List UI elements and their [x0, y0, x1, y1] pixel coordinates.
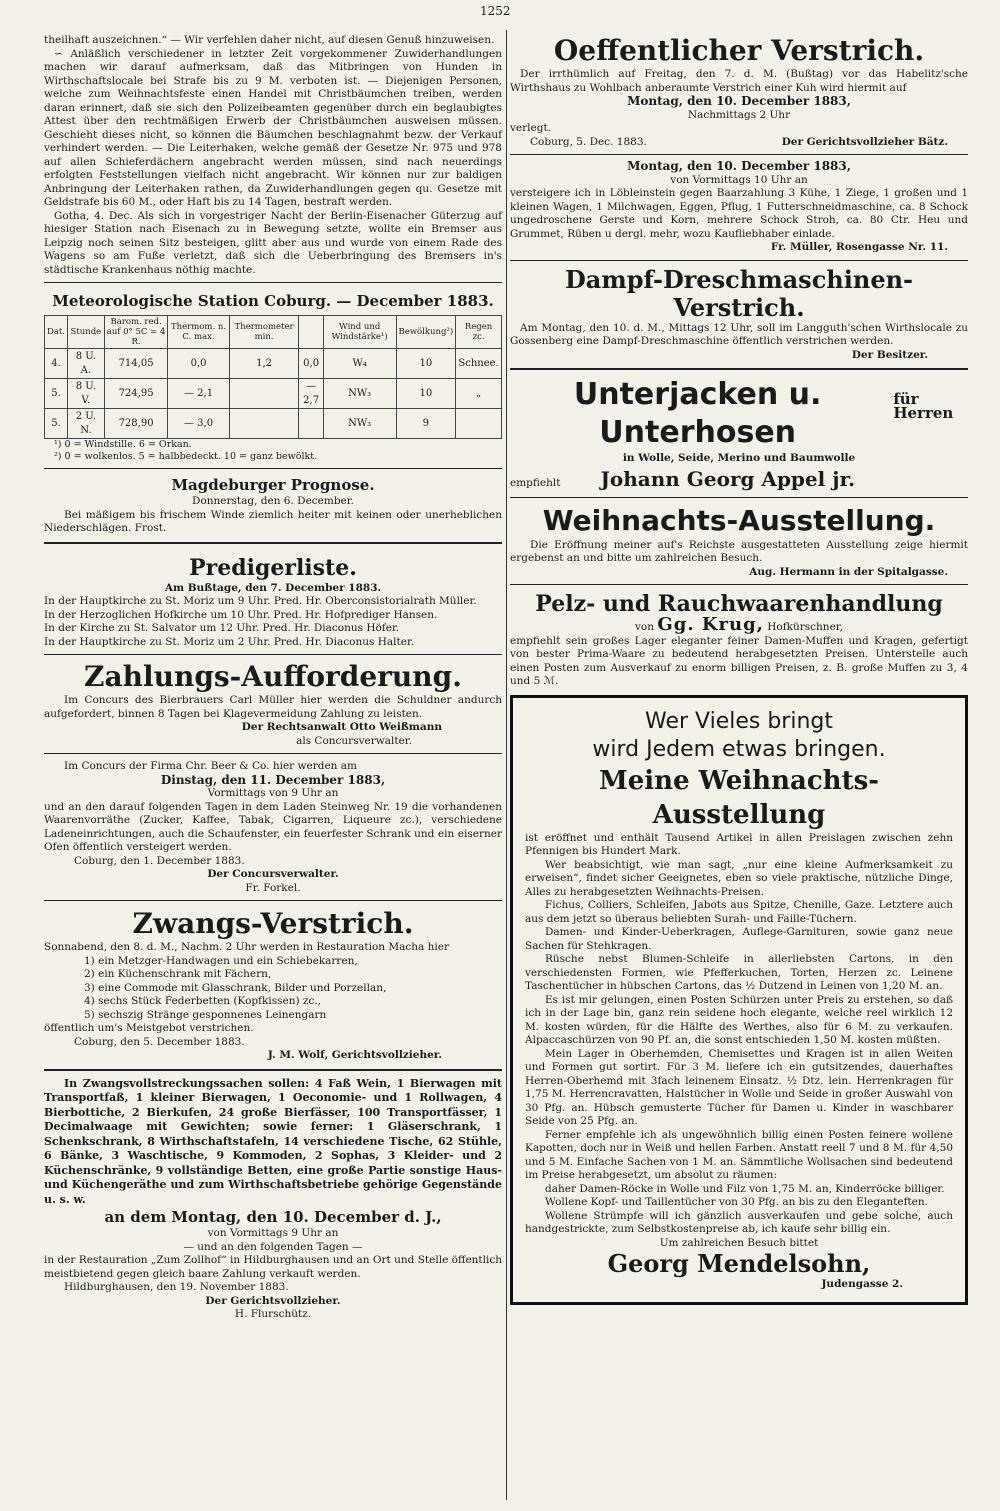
box-paragraph: Mein Lager in Oberhemden, Chemisettes und Kragen ist in allen Weiten und Formen gut sortirt. Für 3 M. liefere ich ein gutsitzendes, dauerhaftes Herren-Oberhemd mit 3fach leinenem Einsatz. ½ Dtz. lein. Herrenkragen für 1,75 M. Herrencravatten, Halstücher in Wolle und Seide in großer Auswahl von 30 Pfg. an. Hübsch gemusterte Tücher für Damen u. Kinder in waschbarer Seide von 25 Pfg. an. [525, 1047, 953, 1127]
ov-time: Nachmittags 2 Uhr [687, 108, 791, 121]
meteo-note-2: ²) 0 = wolkenlos. 5 = halbbedeckt. 10 = ganz bewölkt. [54, 451, 318, 462]
ov-title: Oeffentlicher Verstrich. [553, 34, 925, 67]
beer-date: Dinstag, den 11. December 1883, [160, 772, 386, 787]
meteo-cell [456, 409, 502, 439]
zwangs-item: 2) ein Küchenschrank mit Fächern, [84, 968, 272, 980]
meteo-header: Wind und Windstärke¹) [323, 316, 396, 349]
meteo-cell: 724,95 [104, 379, 168, 409]
dd-title: Dampf-Dreschmaschinen-Verstrich. [564, 264, 914, 322]
zwangs-item: 1) ein Metzger-Handwagen und ein Schiebekarren, [84, 954, 358, 967]
zahlung-title: Zahlungs-Aufforderung. [84, 660, 462, 693]
predigerliste-subtitle: Am Bußtage, den 7. December 1883. [164, 581, 382, 594]
hild-place: in der Restauration „Zum Zollhof“ in Hildburghausen und an Ort und Stelle öffentlich meistbietend gegen gleich baare Zahlung verkauft werden. [44, 1254, 502, 1280]
beer-signature-name: Fr. Forkel. [245, 881, 301, 894]
meteo-row [45, 349, 502, 379]
box-address: Judengasse 2. [821, 1278, 903, 1290]
ov-footer [510, 136, 968, 150]
meteo-cell: 728,90 [104, 409, 168, 439]
meteo-cell: 0,0 [299, 349, 323, 379]
hild-date: an dem Montag, den 10. December d. J., [104, 1208, 442, 1226]
divider [44, 542, 502, 544]
divider [44, 1069, 502, 1071]
predigerliste-entry: In der Hauptkirche zu St. Moriz um 2 Uhr. Pred. Hr. Diaconus Halter. [44, 635, 415, 648]
meteo-header-row [45, 316, 502, 349]
meteo-cell: 8 U. A. [68, 349, 105, 379]
divider [44, 654, 502, 655]
predigerliste-entry: In der Kirche zu St. Salvator um 12 Uhr. Pred. Hr. Diaconus Höfer. [44, 622, 400, 634]
meteo-cell: 5. [45, 379, 68, 409]
meteo-cell [229, 409, 299, 439]
pelz-byline [510, 614, 968, 635]
predigerliste-entry: In der Hauptkirche zu St. Moriz um 9 Uhr. Pred. Hr. Oberconsistorialrath Müller. [44, 595, 477, 607]
predigerliste-title: Predigerliste. [189, 554, 357, 581]
dd-signature: Der Besitzer. [851, 348, 928, 361]
meteo-title: Meteorologische Station Coburg. — December 1883. [52, 292, 494, 310]
hild-place-date: Hildburghausen, den 19. November 1883. [64, 1281, 289, 1293]
pelz-von: von [634, 621, 655, 633]
meteo-cell: 0,0 [168, 349, 229, 379]
zwangs-item: 3) eine Commode mit Glasschrank, Bilder und Porzellan, [84, 981, 387, 994]
page-number: 1252 [480, 4, 511, 18]
zwangs-title: Zwangs-Verstrich. [132, 907, 414, 940]
meteo-header: Barom. red. auf 0° 5C = 4 R. [104, 316, 168, 349]
box-paragraph: Fichus, Colliers, Schleifen, Jabots aus Spitze, Chenille, Gaze. Letztere auch aus dem jetzt so überaus beliebten Surah- und Faille-Tüchern. [525, 899, 953, 925]
article-genuss: theilhaft auszeichnen.“ — Wir verfehlen daher nicht, auf diesen Genuß hinzuweisen. [44, 34, 495, 46]
box-closing: Um zahlreichen Besuch bittet [659, 1236, 819, 1249]
article-police-notice: ∽ Anläßlich verschiedener in letzter Zeit vorgekommener Zuwiderhandlungen machen wir darauf aufmerksam, daß das Mitbringen von Hunden in Wirthschaftslocale bei Strafe bis zu 9 M. verboten ist. — Diejenigen Personen, welche zum Weihnachtsfeste einen Handel mit Christbäumchen treiben, werden daran erinnert, daß sie sich den Polizeibeamten gegenüber durch ein beglaubigtes Attest über den rechtmäßigen Erwerb der Christbäumchen ausweisen müssen. Geschieht dieses nicht, so können die Bäumchen beschlagnahmt bezw. der Verkauf verhindert werden. — Die Leiterhaken, welche gemäß der Gesetze Nr. 975 und 978 auf allen Schieferdächern angebracht werden müssen, sind nach neuerdings erfolgten Feststellungen vielfach nicht angebracht. Wir können nur zur baldigen Anbringung der Leiterhaken rathen, da Zuwiderhandlungen gegen qu. Gesetze mit Geldstrafe bis 60 M., oder Haft bis zu 14 Tagen, bestraft werden. [44, 47, 502, 208]
zwangs-signature: J. M. Wolf, Gerichtsvollzieher. [267, 1049, 442, 1061]
meteo-cell: Schnee. [456, 349, 502, 379]
beer-time: Vormittags von 9 Uhr an [207, 787, 339, 799]
meteo-cell: 714,05 [104, 349, 168, 379]
divider [44, 900, 502, 901]
meteo-cell [299, 409, 323, 439]
ov-text: Der irrthümlich auf Freitag, den 7. d. M. (Bußtag) vor das Habelitz'sche Wirthshaus zu Wohlbach anberaumte Verstrich einer Kuh wird hiermit auf [510, 68, 968, 94]
divider [44, 468, 502, 469]
zahlung-signature-role: als Concursverwalter. [296, 734, 412, 747]
box-paragraph: Rüsche nebst Blumen-Schleife in allerliebsten Cartons, in den verschiedensten Formen, wie Pfefferkuchen, Torten, Herzen zc. Leinene Taschentücher in hübschen Cartons, das ½ Dutzend in Leinen von 1,20 M. an. [525, 953, 953, 992]
ov-date: Montag, den 10. December 1883, [627, 94, 851, 108]
right-column [510, 34, 968, 1305]
meteo-cell: — 2,1 [168, 379, 229, 409]
zahlung-text: Im Concurs des Bierbrauers Carl Müller hier werden die Schuldner andurch aufgefordert, binnen 8 Tagen bei Klagevermeidung Zahlung zu leisten. [44, 694, 502, 720]
box-paragraph: Wer beabsichtigt, wie man sagt, „nur eine kleine Aufmerksamkeit zu erweisen“, findet sicher Geeignetes, eben so viele praktische, nützliche Dinge, Alles zu herabgesetzten Weihnachts-Preisen. [525, 858, 953, 898]
prognosis-title: Magdeburger Prognose. [171, 476, 375, 494]
meteo-cell: 8 U. V. [68, 379, 105, 409]
ov-place-date: Coburg, 5. Dec. 1883. [530, 135, 647, 148]
meteo-cell: — 2,7 [299, 379, 323, 409]
beer-intro: Im Concurs der Firma Chr. Beer & Co. hier werden am [64, 760, 357, 772]
wa-signature: Aug. Hermann in der Spitalgasse. [749, 565, 948, 578]
ov-verlegt: verlegt. [510, 122, 552, 134]
pelz-hof: Hofkürschner, [767, 621, 843, 633]
prognosis-date: Donnerstag, den 6. December. [192, 495, 354, 507]
predigerliste-entry: In der Herzoglichen Hofkirche um 10 Uhr. Pred. Hr. Hofprediger Hansen. [44, 608, 438, 621]
pelz-title: Pelz- und Rauchwaarenhandlung [535, 591, 943, 617]
meteo-cell: 5. [45, 409, 68, 439]
divider [510, 368, 968, 370]
box-signature: Georg Mendelsohn, [607, 1249, 871, 1278]
meteo-cell: 2 U. N. [68, 409, 105, 439]
box-headline-1: Wer Vieles bringt [644, 708, 833, 734]
divider [44, 282, 502, 283]
meteo-note-1: ¹) 0 = Windstille. 6 = Orkan. [54, 439, 192, 450]
hild-text: In Zwangsvollstreckungssachen sollen: 4 Faß Wein, 1 Bierwagen mit Transportfaß, 1 kleiner Bierwagen, 1 Oeconomie- und 1 Rollwagen, 4 Bierbottiche, 2 Bierkufen, 24 große Bierfässer, 100 Transportfässer, 1 Decimalwaage mit Gewichten; sowie ferner: 1 Gläserschrank, 1 Schenkschrank, 8 Wirthschaftstafeln, 14 verschiedene Tische, 62 Stühle, 6 Bänke, 3 Waschtische, 9 Kommoden, 2 Sophas, 3 Kleider- und 2 Küchenschränke, 9 vollständige Betten, eine große Partie sonstige Haus- und Küchengeräthe und zum Wirthschaftsbetriebe gehörige Gegenstände u. s. w. [44, 1076, 502, 1206]
divider [510, 154, 968, 155]
meteo-row [45, 409, 502, 439]
zwangs-intro: Sonnabend, den 8. d. M., Nachm. 2 Uhr werden in Restauration Macha hier [44, 941, 450, 953]
meteo-cell: NW₃ [323, 409, 396, 439]
meteo-cell: 10 [396, 349, 456, 379]
zwangs-place-date: Coburg, den 5. December 1883. [74, 1035, 245, 1048]
zwangs-item: 5) sechszig Stränge gesponnenes Leinengarn [84, 1008, 327, 1021]
pelz-text: empfiehlt sein großes Lager eleganter feiner Damen-Muffen und Kragen, gefertigt von bester Prima-Waare zu bedeutend herabgesetzten Preisen. Unterstelle auch einen Posten zum Ausverkauf zu enorm billigen Preisen, z. B. große Muffen zu 3, 4 und 5 ℳ. [510, 634, 968, 687]
hild-time: von Vormittags 9 Uhr an [207, 1227, 339, 1239]
box-paragraph: Damen- und Kinder-Ueberkragen, Auflege-Garnituren, sowie ganz neue Sachen für Stehkragen. [525, 926, 953, 952]
uj-title: Unterjacken u. Unterhosen [573, 377, 822, 450]
meteo-row [45, 379, 502, 409]
zwangs-item: 4) sechs Stück Federbetten (Kopfkissen) zc., [84, 995, 321, 1007]
uj-materials: in Wolle, Seide, Merino und Baumwolle [622, 452, 856, 464]
mendelsohn-box [510, 695, 968, 1305]
left-column [44, 34, 502, 1322]
meteo-cell: 9 [396, 409, 456, 439]
uj-for: für Herren [893, 390, 954, 422]
meteo-table [44, 315, 502, 439]
uj-empfiehlt: empfiehlt [510, 476, 561, 489]
meteo-cell: 4. [45, 349, 68, 379]
meteo-cell: 1,2 [229, 349, 299, 379]
wa-title: Weihnachts-Ausstellung. [542, 503, 936, 537]
box-headline-2: wird Jedem etwas bringen. [592, 736, 886, 762]
divider [510, 584, 968, 585]
meteo-header: Regen zc. [456, 316, 502, 349]
uj-signature: Johann Georg Appel jr. [600, 466, 856, 491]
box-paragraph: Ferner empfehle ich als ungewöhnlich billig einen Posten feinere wollene Kapotten, doch nur in Weiß und hellen Farben. Anstatt reell 7 und 8 M. für 4,50 und 5 M. Einfache Sachen von 1 M. an. Sämmtliche Wollsachen sind bedeutend im Preise herabgesetzt, um absolut zu räumen: [525, 1128, 953, 1181]
meteo-cell: „ [456, 379, 502, 409]
mo-time: von Vormittags 10 Uhr an [670, 173, 808, 186]
hild-days: — und an den folgenden Tagen — [183, 1240, 363, 1253]
meteo-cell: — 3,0 [168, 409, 229, 439]
box-paragraph: Wollene Strümpfe will ich gänzlich ausverkaufen und gebe solche, auch handgestrickte, zum Selbstkostenpreise ab, ich kaufe sehr billig ein. [525, 1209, 953, 1235]
mo-text: versteigere ich in Löbleinstein gegen Baarzahlung 3 Kühe, 1 Ziege, 1 großen und 1 kleinen Wagen, 1 Milchwagen, Eggen, Pflug, 1 Futterschneidmaschine, ca. 8 Schock ungedroschene Gerste und Korn, mehrere Schock Stroh, ca. 80 Ctr. Heu und Grummet, Rüben u dergl. mehr, wozu Kaufliebhaber einlade. [510, 187, 968, 240]
dd-text: Am Montag, den 10. d. M., Mittags 12 Uhr, soll im Langguth'schen Wirthslocale zu Gossenberg eine Dampf-Dreschmaschine öffentlich verstrichen werden. [510, 321, 968, 347]
meteo-cell: W₄ [323, 349, 396, 379]
divider [510, 260, 968, 261]
box-paragraph: ist eröffnet und enthält Tausend Artikel in allen Preislagen zwischen zehn Pfennigen bis Hundert Mark. [525, 831, 953, 857]
pelz-name: Gg. Krug, [657, 614, 764, 635]
wa-text: Die Eröffnung meiner auf's Reichste ausgestatteten Ausstellung zeige hiermit ergebenst an und bitte um zahlreichen Besuch. [510, 538, 968, 564]
mo-signature: Fr. Müller, Rosengasse Nr. 11. [770, 241, 948, 253]
column-rule [506, 30, 507, 1500]
hild-signature: Der Gerichtsvollzieher. [205, 1294, 341, 1307]
beer-signature: Der Concursverwalter. [207, 868, 339, 880]
box-paragraph: daher Damen-Röcke in Wolle und Filz von 1,75 M. an, Kinderröcke billiger. [545, 1182, 945, 1195]
meteo-header: Stunde [68, 316, 105, 349]
box-paragraph: Es ist mir gelungen, einen Posten Schürzen unter Preis zu erstehen, so daß ich in der Lage bin, ganz rein seidene hoch elegante, welche reel wirklich 12 M. kosten würden, für die Hälfte des Werthes, also für 6 M. zu verkaufen. Alpaccaschürzen von 90 Pf. an, die sonst entschieden 1,50 M. kosten müßten. [525, 993, 953, 1046]
box-paragraph: Wollene Kopf- und Taillentücher von 30 Pfg. an bis zu den Eleganteften. [545, 1196, 928, 1208]
uj-header [510, 376, 968, 452]
meteo-header [299, 316, 323, 349]
meteo-header: Dat. [45, 316, 68, 349]
divider [510, 497, 968, 498]
box-title: Meine Weihnachts-Ausstellung [598, 765, 880, 830]
ov-signature: Der Gerichtsvollzieher Bätz. [781, 135, 948, 148]
article-gotha: Gotha, 4. Dec. Als sich in vorgestriger Nacht der Berlin-Eisenacher Güterzug auf hiesiger Station nach Eisenach zu in Bewegung setzte, wollte ein Bremser aus Leipzig noch seinen Sitz besteigen, glitt aber aus und wurde von einem Rade des Wagens so am Fuße verletzt, daß sich die Ueberbringung des Bremsers in's städtische Krankenhaus nöthig machte. [44, 209, 502, 276]
zwangs-text: öffentlich um's Meistgebot verstrichen. [44, 1022, 254, 1034]
prognosis-text: Bei mäßigem bis frischem Winde ziemlich heiter mit keinen oder unerheblichen Niederschlägen. Frost. [44, 508, 502, 534]
meteo-header: Bewölkung²) [396, 316, 456, 349]
zahlung-signature: Der Rechtsanwalt Otto Weißmann [241, 721, 442, 733]
meteo-header: Thermometer min. [229, 316, 299, 349]
hild-signature-name: H. Flurschütz. [234, 1308, 312, 1320]
uj-footer [510, 466, 968, 492]
divider [44, 753, 502, 754]
meteo-cell: NW₃ [323, 379, 396, 409]
meteo-cell: 10 [396, 379, 456, 409]
mo-date: Montag, den 10. December 1883, [627, 159, 851, 173]
beer-place-date: Coburg, den 1. December 1883. [74, 854, 245, 867]
beer-text: und an den darauf folgenden Tagen in dem Laden Steinweg Nr. 19 die vorhandenen Waarenvorräthe (Zucker, Kaffee, Tabak, Cigarren, Liqueure zc.), verschiedene Ladeneinrichtungen, auch die Schaufenster, ein feuerfester Schrank und ein eiserner Ofen öffentlich versteigert werden. [44, 800, 502, 853]
meteo-cell [229, 379, 299, 409]
meteo-header: Thermom. n. C. max. [168, 316, 229, 349]
